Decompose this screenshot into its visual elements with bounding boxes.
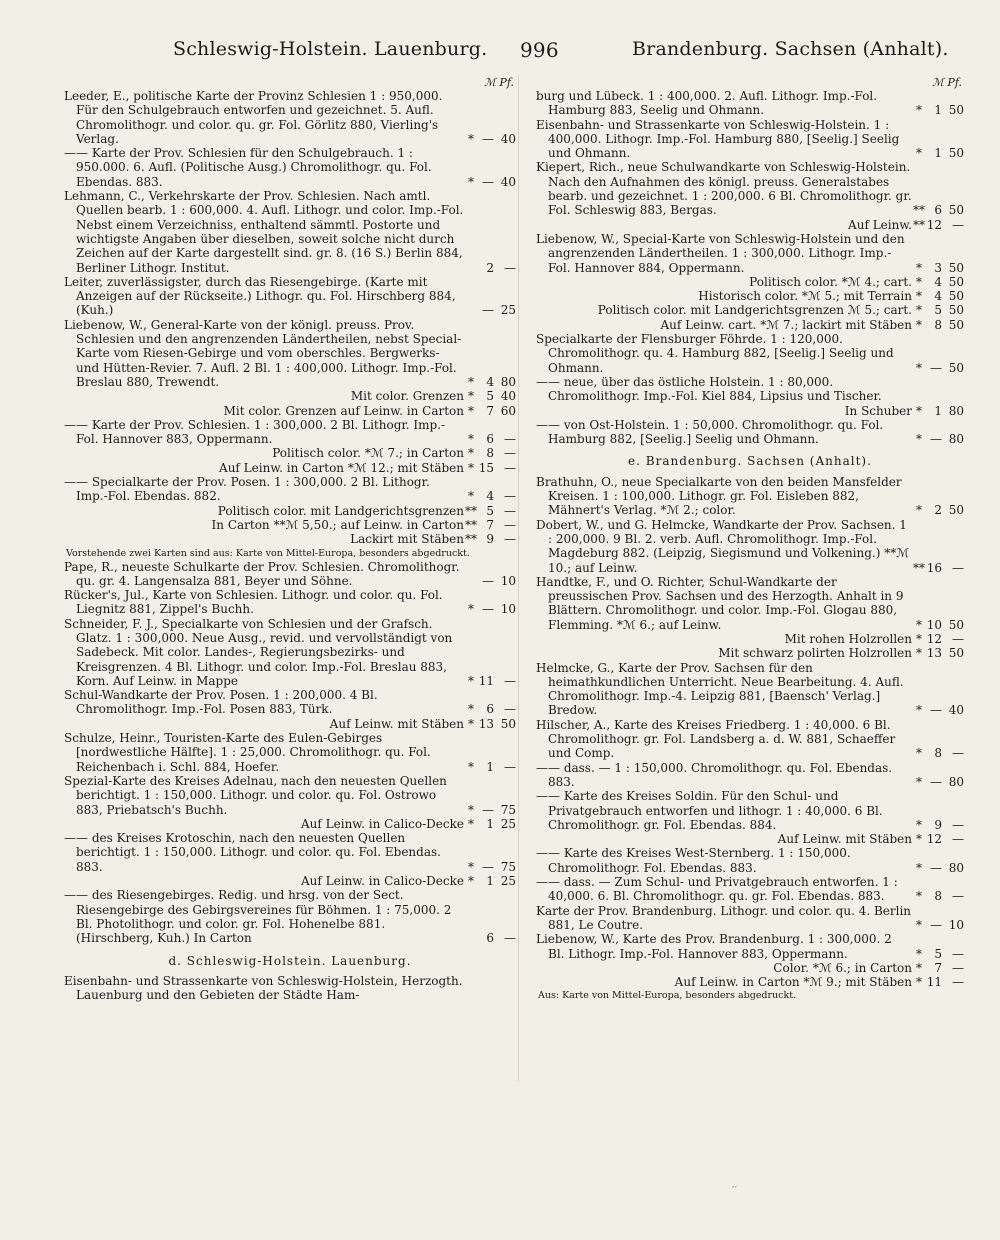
section-heading: e. Brandenburg. Sachsen (Anhalt). bbox=[628, 454, 872, 469]
footnote: Aus: Karte von Mittel-Europa, besonders abgedruckt. bbox=[538, 990, 797, 1002]
sub-entry bbox=[536, 404, 964, 418]
price-pfennig: — bbox=[952, 217, 964, 232]
catalog-entry bbox=[536, 89, 964, 118]
price-pfennig: 10 bbox=[500, 602, 516, 617]
price-mark: 7 bbox=[934, 960, 942, 975]
price-marker: * bbox=[916, 432, 922, 447]
entry-text: Color. *ℳ 6.; in Carton bbox=[773, 960, 912, 975]
catalog-entry bbox=[536, 718, 964, 761]
entry-text: Auf Leinw. cart. *ℳ 7.; lackirt mit Stäben bbox=[660, 317, 912, 332]
sub-entry bbox=[64, 404, 516, 418]
entry-text: Lackirt mit Stäben bbox=[350, 532, 464, 547]
entry-text: Helmcke, G., Karte der Prov. Sachsen für den heimathkundlichen Unterricht. Neue Bearbeitung. 4. Aufl. Chromolithogr. Imp.-4. Leipzig 881, [Baensch' Verlag.] Bredow. bbox=[536, 660, 904, 718]
price-marker: ** bbox=[465, 517, 477, 532]
price-mark: 13 bbox=[926, 646, 942, 661]
price-marker: * bbox=[916, 289, 922, 304]
price-mark: 8 bbox=[934, 317, 942, 332]
price-marker: * bbox=[468, 432, 474, 447]
price-mark: 2 bbox=[934, 503, 942, 518]
price-marker: * bbox=[916, 832, 922, 847]
price-mark: — bbox=[930, 360, 942, 375]
price-mark: 16 bbox=[926, 560, 942, 575]
entry-text: Mit rohen Holzrollen bbox=[784, 631, 912, 646]
catalog-entry bbox=[64, 89, 516, 146]
price-marker: * bbox=[916, 631, 922, 646]
price-pfennig: 80 bbox=[948, 774, 964, 789]
price-pfennig: 25 bbox=[500, 303, 516, 318]
price-mark: 1 bbox=[486, 759, 494, 774]
price-mark: 11 bbox=[926, 975, 942, 990]
price-pfennig: 50 bbox=[948, 303, 964, 318]
entry-text: Auf Leinw. in Calico-Decke bbox=[301, 874, 464, 889]
running-head-left: Schleswig-Holstein. Lauenburg. bbox=[173, 38, 488, 60]
price-mark: 4 bbox=[934, 274, 942, 289]
price-mark: 12 bbox=[926, 217, 942, 232]
price-marker: * bbox=[916, 975, 922, 990]
price-mark: 9 bbox=[934, 817, 942, 832]
price-pfennig: — bbox=[504, 260, 516, 275]
entry-text: Schulze, Heinr., Touristen-Karte des Eulen-Gebirges [nordwestliche Hälfte]. 1 : 25,000. Chromolithogr. qu. Fol. Reichenbach i. Schl. 884, Hoefer. bbox=[64, 731, 431, 774]
catalog-entry bbox=[536, 418, 964, 447]
price-mark: 12 bbox=[926, 631, 942, 646]
price-marker: ** bbox=[913, 560, 925, 575]
entry-text: —— Karte des Kreises West-Sternberg. 1 : 150,000. Chromolithogr. Fol. Ebendas. 883. bbox=[536, 846, 851, 875]
price-marker: ** bbox=[913, 217, 925, 232]
entry-text: —— Karte der Prov. Schlesien. 1 : 300,000. 2 Bl. Lithogr. Imp.-Fol. Hannover 883, Oppermann. bbox=[64, 417, 446, 447]
price-pfennig: — bbox=[952, 946, 964, 961]
catalog-entry bbox=[536, 118, 964, 161]
entry-text: —— dass. — Zum Schul- und Privatgebrauch entworfen. 1 : 40,000. 6. Bl. Chromolithogr. qu. gr. Fol. Ebendas. 883. bbox=[536, 875, 898, 904]
price-mark: 10 bbox=[926, 617, 942, 632]
catalog-entry bbox=[536, 846, 964, 875]
price-pfennig: 50 bbox=[948, 317, 964, 332]
price-pfennig: 50 bbox=[500, 716, 516, 731]
price-mark: — bbox=[482, 859, 494, 874]
price-pfennig: 50 bbox=[948, 146, 964, 161]
catalog-entry bbox=[64, 475, 516, 504]
entry-text: Auf Leinw. in Carton *ℳ 9.; mit Stäben bbox=[674, 975, 912, 990]
price-mark: 8 bbox=[934, 889, 942, 904]
catalog-entry bbox=[64, 831, 516, 874]
entry-text: Liebenow, W., General-Karte von der königl. preuss. Prov. Schlesien und den angrenzenden Ländertheilen, nebst Special-Karte vom Riesen-Gebirge und vom oberschles. Bergwerks- und Hütten-Revier. 7. Aufl. 2 Bl. 1 : 400,000. Lithogr. Imp.-Fol. Breslau 880, Trewendt. bbox=[64, 317, 462, 389]
price-pfennig: — bbox=[504, 503, 516, 518]
entry-text: Liebenow, W., Karte des Prov. Brandenburg. 1 : 300,000. 2 Bl. Lithogr. Imp.-Fol. Hannover 883, Oppermann. bbox=[536, 932, 892, 961]
price-mark: 2 bbox=[486, 260, 494, 275]
entry-text: Spezial-Karte des Kreises Adelnau, nach den neuesten Quellen berichtigt. 1 : 150,000. Lithogr. und color. qu. Fol. Ostrowo 883, Priebatsch's Buchh. bbox=[64, 773, 447, 817]
price-mark: — bbox=[930, 703, 942, 718]
price-pfennig: 50 bbox=[948, 260, 964, 275]
price-pfennig: — bbox=[504, 673, 516, 688]
price-mark: 1 bbox=[934, 146, 942, 161]
entry-text: —— neue, über das östliche Holstein. 1 : 80,000. Chromolithogr. Imp.-Fol. Kiel 884, Lipsius und Tischer. bbox=[536, 374, 882, 404]
entry-text: Auf Leinw. in Calico-Decke bbox=[301, 816, 464, 831]
sub-entry bbox=[64, 717, 516, 731]
price-pfennig: 80 bbox=[500, 374, 516, 389]
price-marker: * bbox=[916, 617, 922, 632]
price-mark: 7 bbox=[486, 517, 494, 532]
catalog-entry bbox=[536, 661, 964, 718]
price-pfennig: — bbox=[504, 432, 516, 447]
price-pfennig: — bbox=[504, 517, 516, 532]
price-mark: — bbox=[482, 131, 494, 146]
price-marker: * bbox=[916, 946, 922, 961]
entry-text: Politisch color. mit Landgerichtsgrenzen bbox=[217, 503, 464, 518]
price-marker: * bbox=[468, 673, 474, 688]
entry-text: Eisenbahn- und Strassenkarte von Schleswig-Holstein. 1 : 400,000. Lithogr. Imp.-Fol. Hamburg 880, [Seelig.] Seelig und Ohmann. bbox=[536, 117, 900, 161]
sub-entry bbox=[536, 303, 964, 317]
price-mark: 9 bbox=[486, 532, 494, 547]
column-divider bbox=[518, 76, 519, 1081]
price-mark: 4 bbox=[934, 289, 942, 304]
left-column bbox=[64, 76, 516, 1002]
sub-entry bbox=[64, 461, 516, 475]
entry-text: burg und Lübeck. 1 : 400,000. 2. Aufl. Lithogr. Imp.-Fol. Hamburg 883, Seelig und Ohmann. bbox=[536, 89, 878, 118]
price-marker: * bbox=[468, 389, 474, 404]
price-mark: 1 bbox=[486, 874, 494, 889]
price-marker: * bbox=[916, 103, 922, 118]
entry-text: Karte der Prov. Brandenburg. Lithogr. und color. qu. 4. Berlin 881, Le Coutre. bbox=[536, 903, 912, 932]
unit-header: ℳ Pf. bbox=[484, 76, 514, 89]
price-pfennig: — bbox=[504, 931, 516, 946]
price-marker: * bbox=[468, 859, 474, 874]
entry-text: Lehmann, C., Verkehrskarte der Prov. Schlesien. Nach amtl. Quellen bearb. 1 : 600,000. 4. Aufl. Lithogr. und color. Imp.-Fol. Nebst einem Verzeichniss, enthaltend sämmtl. Postorte und wichtigste Angaben über dieselben, soweit solche nicht durch Zeichen auf der Karte dargestellt sind. gr. 8. (16 S.) Berlin 884, Berliner Lithogr. Institut. bbox=[64, 189, 464, 275]
price-marker: * bbox=[468, 702, 474, 717]
entry-text: —— des Riesengebirges. Redig. und hrsg. von der Sect. Riesengebirge des Gebirgsvereines für Böhmen. 1 : 75,000. 2 Bl. Photolithogr. und color. gr. Fol. Hohenelbe 881. (Hirschberg, Kuh.) In Carton bbox=[64, 888, 452, 946]
price-pfennig: 25 bbox=[500, 874, 516, 889]
sub-entry bbox=[64, 532, 516, 546]
price-mark: 8 bbox=[486, 446, 494, 461]
entry-text: —— dass. — 1 : 150,000. Chromolithogr. qu. Fol. Ebendas. 883. bbox=[536, 760, 893, 789]
catalog-entry bbox=[64, 146, 516, 189]
price-mark: 7 bbox=[486, 403, 494, 418]
price-marker: * bbox=[916, 860, 922, 875]
sub-entry bbox=[536, 632, 964, 646]
price-mark: — bbox=[482, 303, 494, 318]
price-mark: — bbox=[930, 917, 942, 932]
price-marker: * bbox=[468, 374, 474, 389]
price-mark: 5 bbox=[486, 389, 494, 404]
catalog-entry bbox=[64, 731, 516, 774]
entry-text: In Carton **ℳ 5,50.; auf Leinw. in Carton bbox=[211, 517, 464, 532]
running-head-right: Brandenburg. Sachsen (Anhalt). bbox=[632, 38, 949, 60]
price-pfennig: 80 bbox=[948, 432, 964, 447]
entry-text: Leiter, zuverlässigster, durch das Riesengebirge. (Karte mit Anzeigen auf der Rückseite.) Lithogr. qu. Fol. Hirschberg 884, (Kuh.) bbox=[64, 274, 456, 318]
price-mark: — bbox=[930, 432, 942, 447]
catalog-entry bbox=[64, 888, 516, 945]
price-marker: * bbox=[468, 131, 474, 146]
price-pfennig: 40 bbox=[948, 703, 964, 718]
price-marker: ** bbox=[913, 203, 925, 218]
entry-text: Handtke, F., und O. Richter, Schul-Wandkarte der preussischen Prov. Sachsen und des Herzogth. Anhalt in 9 Blättern. Chromolithogr. und color. Imp.-Fol. Glogau 880, Flemming. *ℳ 6.; auf Leinw. bbox=[536, 574, 904, 632]
sub-entry bbox=[64, 389, 516, 403]
entry-text: Auf Leinw. mit Stäben bbox=[777, 832, 912, 847]
right-column bbox=[536, 76, 964, 1002]
catalog-entry bbox=[64, 974, 516, 1003]
entry-text: Mit color. Grenzen bbox=[350, 389, 464, 404]
section-heading: d. Schleswig-Holstein. Lauenburg. bbox=[168, 953, 412, 968]
price-pfennig: 80 bbox=[948, 403, 964, 418]
sub-entry bbox=[536, 289, 964, 303]
price-pfennig: 80 bbox=[948, 860, 964, 875]
page-smudge: ′′ bbox=[732, 1184, 737, 1197]
price-pfennig: 50 bbox=[948, 274, 964, 289]
catalog-entry bbox=[64, 688, 516, 717]
price-pfennig: 40 bbox=[500, 389, 516, 404]
price-marker: * bbox=[916, 403, 922, 418]
entry-text: Politisch color. *ℳ 4.; cart. bbox=[749, 274, 912, 289]
footnote: Vorstehende zwei Karten sind aus: Karte von Mittel-Europa, besonders abgedruckt. bbox=[66, 547, 470, 559]
price-mark: 4 bbox=[486, 489, 494, 504]
entry-text: Schneider, F. J., Specialkarte von Schlesien und der Grafsch. Glatz. 1 : 300,000. Neue Ausg., revid. und vervollständigt von Sadebeck. Mit color. Landes-, Regierungsbezirks- und Kreisgrenzen. 4 Bl. Lithogr. und color. Imp.-Fol. Breslau 883, Korn. Auf Leinw. in Mappe bbox=[64, 616, 453, 688]
entry-text: —— Specialkarte der Prov. Posen. 1 : 300,000. 2 Bl. Lithogr. Imp.-Fol. Ebendas. 882. bbox=[64, 475, 430, 504]
price-pfennig: 50 bbox=[948, 103, 964, 118]
price-mark: 6 bbox=[486, 931, 494, 946]
price-pfennig: — bbox=[504, 702, 516, 717]
price-pfennig: — bbox=[504, 759, 516, 774]
price-marker: ** bbox=[465, 503, 477, 518]
catalog-entry bbox=[536, 475, 964, 518]
catalog-entry bbox=[64, 560, 516, 589]
catalog-entry bbox=[536, 332, 964, 375]
price-pfennig: 50 bbox=[948, 646, 964, 661]
price-mark: 11 bbox=[478, 673, 494, 688]
page-number: 996 bbox=[520, 38, 559, 62]
price-pfennig: — bbox=[952, 975, 964, 990]
entry-text: Politisch color. *ℳ 7.; in Carton bbox=[272, 446, 464, 461]
entry-text: —— von Ost-Holstein. 1 : 50,000. Chromolithogr. qu. Fol. Hamburg 882, [Seelig.] Seelig und Ohmann. bbox=[536, 417, 884, 447]
price-pfennig: 40 bbox=[500, 174, 516, 189]
catalog-entry bbox=[64, 588, 516, 617]
price-mark: — bbox=[482, 602, 494, 617]
price-marker: * bbox=[916, 889, 922, 904]
entry-text: Politisch color. mit Landgerichtsgrenzen ℳ 5.; cart. bbox=[597, 303, 912, 318]
catalog-entry bbox=[536, 575, 964, 632]
price-mark: 15 bbox=[478, 460, 494, 475]
price-pfennig: — bbox=[504, 460, 516, 475]
price-marker: * bbox=[916, 260, 922, 275]
price-pfennig: — bbox=[952, 889, 964, 904]
price-mark: 1 bbox=[934, 403, 942, 418]
price-pfennig: — bbox=[504, 532, 516, 547]
price-pfennig: — bbox=[504, 446, 516, 461]
price-mark: 3 bbox=[934, 260, 942, 275]
page-header bbox=[0, 38, 1000, 78]
sub-entry bbox=[64, 817, 516, 831]
price-pfennig: 60 bbox=[500, 403, 516, 418]
sub-entry bbox=[64, 874, 516, 888]
price-marker: * bbox=[916, 146, 922, 161]
price-mark: — bbox=[482, 573, 494, 588]
price-marker: * bbox=[468, 874, 474, 889]
price-pfennig: 40 bbox=[500, 131, 516, 146]
entry-text: Auf Leinw. in Carton *ℳ 12.; mit Stäben bbox=[219, 460, 464, 475]
entry-text: Mit schwarz polirten Holzrollen bbox=[718, 646, 912, 661]
price-mark: — bbox=[930, 774, 942, 789]
sub-entry bbox=[64, 504, 516, 518]
catalog-entry bbox=[64, 774, 516, 817]
price-pfennig: 50 bbox=[948, 617, 964, 632]
price-mark: — bbox=[482, 802, 494, 817]
sub-entry bbox=[536, 975, 964, 989]
price-mark: — bbox=[930, 860, 942, 875]
price-pfennig: 25 bbox=[500, 816, 516, 831]
price-mark: 8 bbox=[934, 746, 942, 761]
price-pfennig: — bbox=[952, 817, 964, 832]
catalog-entry bbox=[536, 932, 964, 961]
sub-entry bbox=[536, 275, 964, 289]
price-marker: * bbox=[916, 960, 922, 975]
price-marker: * bbox=[468, 460, 474, 475]
price-marker: * bbox=[468, 759, 474, 774]
price-pfennig: — bbox=[952, 832, 964, 847]
price-pfennig: — bbox=[952, 746, 964, 761]
sub-entry bbox=[536, 318, 964, 332]
price-marker: * bbox=[468, 446, 474, 461]
price-mark: 6 bbox=[486, 432, 494, 447]
price-pfennig: 50 bbox=[948, 503, 964, 518]
catalog-entry bbox=[64, 617, 516, 688]
entry-text: In Schuber bbox=[844, 403, 912, 418]
price-marker: * bbox=[916, 646, 922, 661]
entry-text: Rücker's, Jul., Karte von Schlesien. Lithogr. und color. qu. Fol. Liegnitz 881, Zippel's Buchh. bbox=[64, 588, 443, 617]
price-marker: * bbox=[468, 602, 474, 617]
entry-text: —— des Kreises Krotoschin, nach den neuesten Quellen berichtigt. 1 : 150,000. Lithogr. und color. qu. Fol. Ebendas. 883. bbox=[64, 831, 441, 874]
entry-text: Mit color. Grenzen auf Leinw. in Carton bbox=[223, 403, 464, 418]
entry-text: Dobert, W., und G. Helmcke, Wandkarte der Prov. Sachsen. 1 : 200,000. 9 Bl. 2. verb. Aufl. Chromolithogr. Imp.-Fol. Magdeburg 882. (Leipzig, Siegismund und Volkening.) **ℳ 10.; auf Leinw. bbox=[536, 517, 910, 575]
price-mark: 5 bbox=[934, 303, 942, 318]
price-pfennig: — bbox=[952, 560, 964, 575]
catalog-entry bbox=[64, 418, 516, 447]
entry-text: Auf Leinw. bbox=[848, 217, 912, 232]
entry-text: Brathuhn, O., neue Specialkarte von den beiden Mansfelder Kreisen. 1 : 100,000. Lithogr. gr. Fol. Eisleben 882, Mähnert's Verlag. *ℳ 2.; color. bbox=[536, 474, 902, 518]
price-pfennig: — bbox=[952, 631, 964, 646]
price-pfennig: 75 bbox=[500, 859, 516, 874]
price-marker: * bbox=[468, 174, 474, 189]
price-mark: 4 bbox=[486, 374, 494, 389]
catalog-entry bbox=[536, 518, 964, 575]
price-marker: * bbox=[916, 274, 922, 289]
catalog-entry bbox=[64, 189, 516, 275]
unit-header: ℳ Pf. bbox=[932, 76, 962, 89]
price-marker: * bbox=[916, 703, 922, 718]
price-marker: * bbox=[916, 317, 922, 332]
entry-text: Historisch color. *ℳ 5.; mit Terrain bbox=[698, 289, 912, 304]
catalog-entry bbox=[536, 875, 964, 904]
entry-text: Liebenow, W., Special-Karte von Schleswig-Holstein und den angrenzenden Ländertheilen. 1 : 300,000. Lithogr. Imp.-Fol. Hannover 884, Oppermann. bbox=[536, 231, 905, 275]
price-pfennig: 10 bbox=[500, 573, 516, 588]
price-marker: * bbox=[468, 403, 474, 418]
price-mark: 5 bbox=[486, 503, 494, 518]
price-mark: 1 bbox=[934, 103, 942, 118]
sub-entry bbox=[536, 218, 964, 232]
entry-text: Eisenbahn- und Strassenkarte von Schleswig-Holstein, Herzogth. Lauenburg und den Gebieten der Städte Ham- bbox=[64, 973, 463, 1003]
price-marker: * bbox=[916, 774, 922, 789]
price-mark: — bbox=[482, 174, 494, 189]
sub-entry bbox=[536, 646, 964, 660]
price-marker: * bbox=[916, 303, 922, 318]
entry-text: Schul-Wandkarte der Prov. Posen. 1 : 200,000. 4 Bl. Chromolithogr. Imp.-Fol. Posen 883, Türk. bbox=[64, 688, 378, 717]
price-marker: * bbox=[916, 817, 922, 832]
price-mark: 12 bbox=[926, 832, 942, 847]
catalog-entry bbox=[64, 318, 516, 389]
price-pfennig: — bbox=[504, 489, 516, 504]
sub-entry bbox=[536, 832, 964, 846]
sub-entry bbox=[536, 961, 964, 975]
price-marker: * bbox=[916, 360, 922, 375]
catalog-entry bbox=[536, 761, 964, 790]
price-mark: 1 bbox=[486, 816, 494, 831]
price-marker: * bbox=[468, 802, 474, 817]
entry-text: Kiepert, Rich., neue Schulwandkarte von Schleswig-Holstein. Nach den Aufnahmen des königl. preuss. Generalstabes bearb. und gezeichnet. 1 : 200,000. 6 Bl. Chromolithogr. gr. Fol. Schleswig 883, Bergas. bbox=[536, 160, 912, 218]
price-marker: * bbox=[916, 503, 922, 518]
catalog-entry bbox=[64, 275, 516, 318]
catalog-entry bbox=[536, 904, 964, 933]
entry-text: Hilscher, A., Karte des Kreises Friedberg. 1 : 40,000. 6 Bl. Chromolithogr. gr. Fol. Landsberg a. d. W. 881, Schaeffer und Comp. bbox=[536, 717, 896, 761]
price-pfennig: 50 bbox=[948, 203, 964, 218]
catalog-entry bbox=[536, 160, 964, 217]
price-marker: * bbox=[916, 746, 922, 761]
price-marker: * bbox=[468, 716, 474, 731]
entry-text: Specialkarte der Flensburger Föhrde. 1 : 120,000. Chromolithogr. qu. 4. Hamburg 882, [Seelig.] Seelig und Ohmann. bbox=[536, 332, 894, 375]
price-marker: * bbox=[468, 489, 474, 504]
entry-text: —— Karte des Kreises Soldin. Für den Schul- und Privatgebrauch entworfen und lithogr. 1 : 40,000. 6 Bl. Chromolithogr. gr. Fol. Ebendas. 884. bbox=[536, 789, 883, 832]
entry-text: —— Karte der Prov. Schlesien für den Schulgebrauch. 1 : 950.000. 6. Aufl. (Politische Ausg.) Chromolithogr. qu. Fol. Ebendas. 883. bbox=[64, 146, 432, 189]
price-marker: * bbox=[916, 917, 922, 932]
sub-entry bbox=[64, 446, 516, 460]
catalog-entry bbox=[536, 232, 964, 275]
catalog-entry bbox=[536, 789, 964, 832]
price-pfennig: 50 bbox=[948, 289, 964, 304]
price-pfennig: 75 bbox=[500, 802, 516, 817]
price-mark: 13 bbox=[478, 716, 494, 731]
price-mark: 6 bbox=[486, 702, 494, 717]
price-pfennig: 50 bbox=[948, 360, 964, 375]
price-marker: ** bbox=[465, 532, 477, 547]
entry-text: Pape, R., neueste Schulkarte der Prov. Schlesien. Chromolithogr. qu. gr. 4. Langensalza 881, Beyer und Söhne. bbox=[64, 559, 460, 588]
price-mark: 6 bbox=[934, 203, 942, 218]
entry-text: Auf Leinw. mit Stäben bbox=[329, 716, 464, 731]
entry-text: Leeder, E., politische Karte der Provinz Schlesien 1 : 950,000. Für den Schulgebrauch entworfen und gezeichnet. 5. Aufl. Chromolithogr. und color. qu. gr. Fol. Görlitz 880, Vierling's Verlag. bbox=[64, 89, 443, 146]
price-mark: 5 bbox=[934, 946, 942, 961]
price-pfennig: — bbox=[952, 960, 964, 975]
sub-entry bbox=[64, 518, 516, 532]
price-pfennig: 10 bbox=[948, 917, 964, 932]
price-marker: * bbox=[468, 816, 474, 831]
catalog-entry bbox=[536, 375, 964, 404]
